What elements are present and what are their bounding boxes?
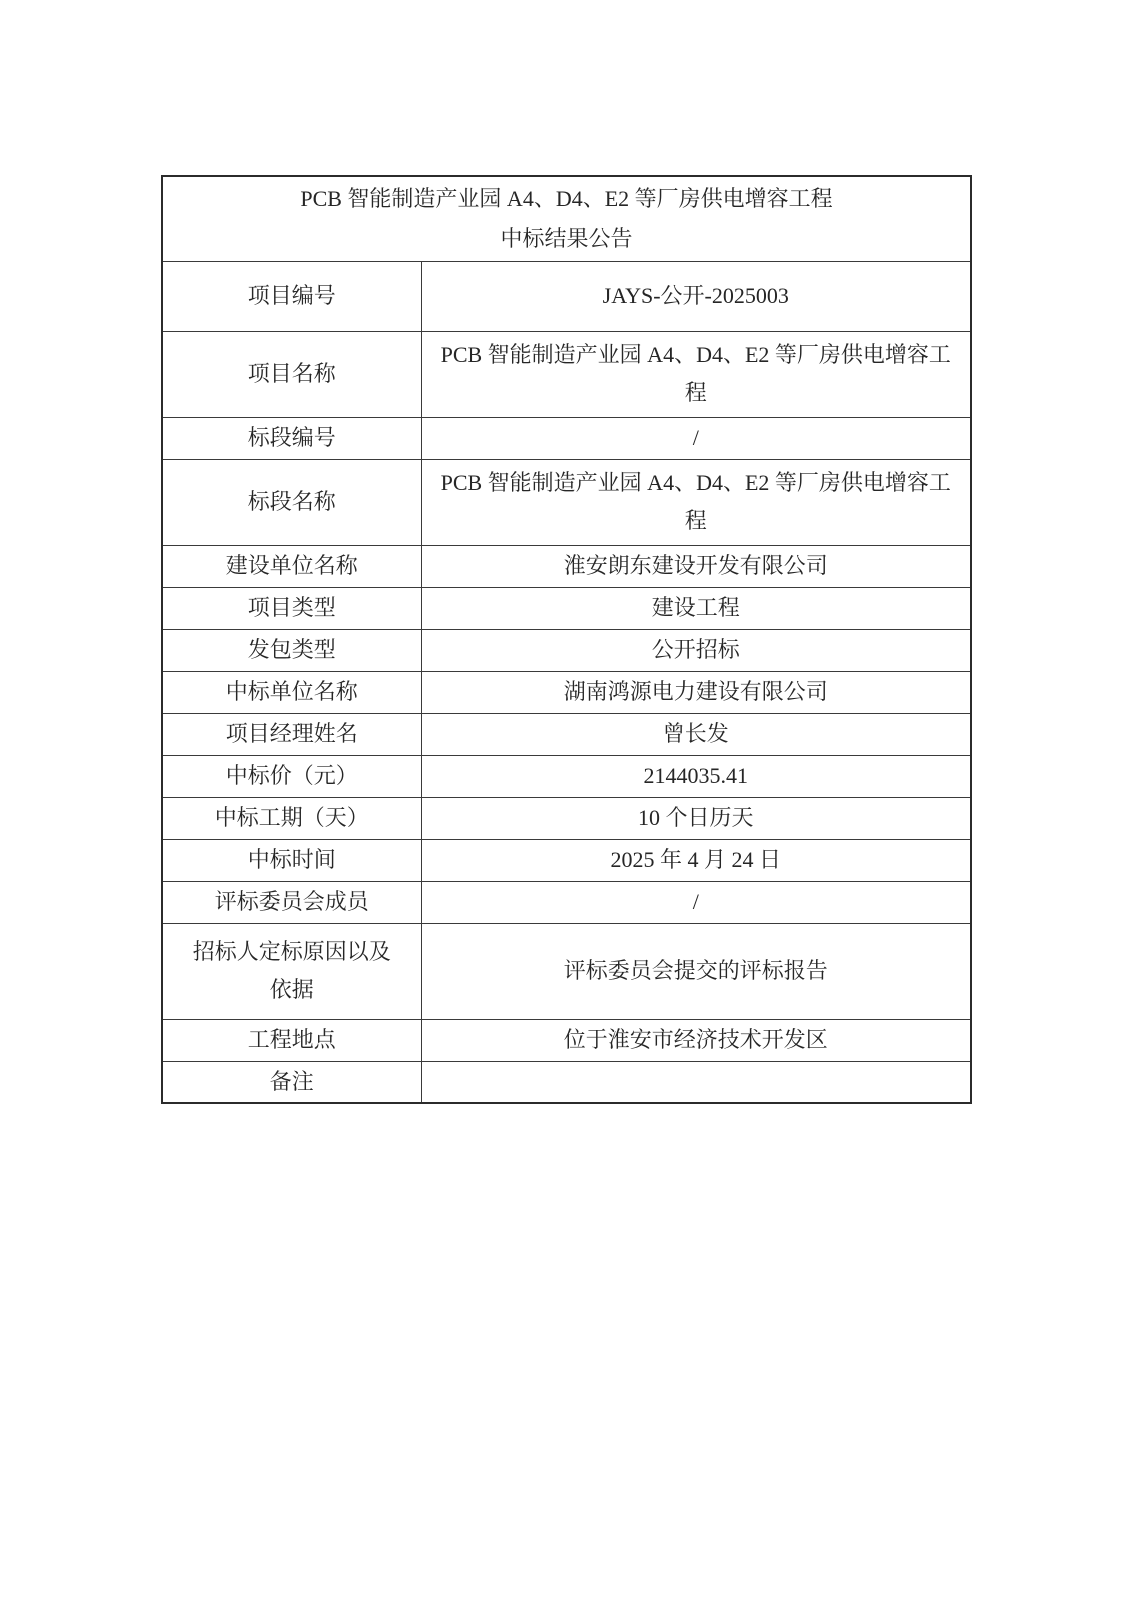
project-location-value: 位于淮安市经济技术开发区 — [421, 1019, 971, 1061]
construction-unit-value: 淮安朗东建设开发有限公司 — [421, 545, 971, 587]
table-row-project-name — [162, 331, 971, 417]
winning-duration-value: 10 个日历天 — [421, 797, 971, 839]
winning-time-value: 2025 年 4 月 24 日 — [421, 839, 971, 881]
table-row-award-reason — [162, 923, 971, 1019]
table-row-construction-unit — [162, 545, 971, 587]
project-manager-label: 项目经理姓名 — [162, 713, 421, 755]
project-type-value: 建设工程 — [421, 587, 971, 629]
winning-price-label: 中标价（元） — [162, 755, 421, 797]
table-row-section-number — [162, 417, 971, 459]
contracting-type-value: 公开招标 — [421, 629, 971, 671]
contracting-type-label: 发包类型 — [162, 629, 421, 671]
evaluation-committee-label: 评标委员会成员 — [162, 881, 421, 923]
project-manager-value: 曾长发 — [421, 713, 971, 755]
document-title-line2: 中标结果公告 — [500, 225, 633, 251]
section-name-label: 标段名称 — [162, 459, 421, 545]
evaluation-committee-value: / — [421, 881, 971, 923]
project-number-label: 项目编号 — [162, 261, 421, 331]
document-title-line1: PCB 智能制造产业园 A4、D4、E2 等厂房供电增容工程 — [300, 185, 833, 211]
winning-time-label: 中标时间 — [162, 839, 421, 881]
construction-unit-label: 建设单位名称 — [162, 545, 421, 587]
table-row-winning-bidder — [162, 671, 971, 713]
table-row-project-manager — [162, 713, 971, 755]
table-row-title — [162, 176, 971, 261]
project-type-label: 项目类型 — [162, 587, 421, 629]
winning-duration-label: 中标工期（天） — [162, 797, 421, 839]
section-name-value: PCB 智能制造产业园 A4、D4、E2 等厂房供电增容工程 — [421, 459, 971, 545]
table-row-winning-time — [162, 839, 971, 881]
bid-result-table — [161, 175, 972, 1104]
table-row-evaluation-committee — [162, 881, 971, 923]
award-reason-label: 招标人定标原因以及依据 — [162, 923, 421, 1019]
table-row-project-number — [162, 261, 971, 331]
project-number-value: JAYS-公开-2025003 — [421, 261, 971, 331]
table-row-section-name — [162, 459, 971, 545]
remarks-label: 备注 — [162, 1061, 421, 1103]
project-location-label: 工程地点 — [162, 1019, 421, 1061]
winning-bidder-label: 中标单位名称 — [162, 671, 421, 713]
section-number-value: / — [421, 417, 971, 459]
award-reason-value: 评标委员会提交的评标报告 — [421, 923, 971, 1019]
table-row-project-type — [162, 587, 971, 629]
table-row-winning-price — [162, 755, 971, 797]
document-title — [162, 176, 971, 261]
project-name-label: 项目名称 — [162, 331, 421, 417]
project-name-value: PCB 智能制造产业园 A4、D4、E2 等厂房供电增容工程 — [421, 331, 971, 417]
table-row-remarks — [162, 1061, 971, 1103]
section-number-label: 标段编号 — [162, 417, 421, 459]
winning-bidder-value: 湖南鸿源电力建设有限公司 — [421, 671, 971, 713]
remarks-value — [421, 1061, 971, 1103]
table-row-winning-duration — [162, 797, 971, 839]
table-row-contracting-type — [162, 629, 971, 671]
table-row-project-location — [162, 1019, 971, 1061]
winning-price-value: 2144035.41 — [421, 755, 971, 797]
